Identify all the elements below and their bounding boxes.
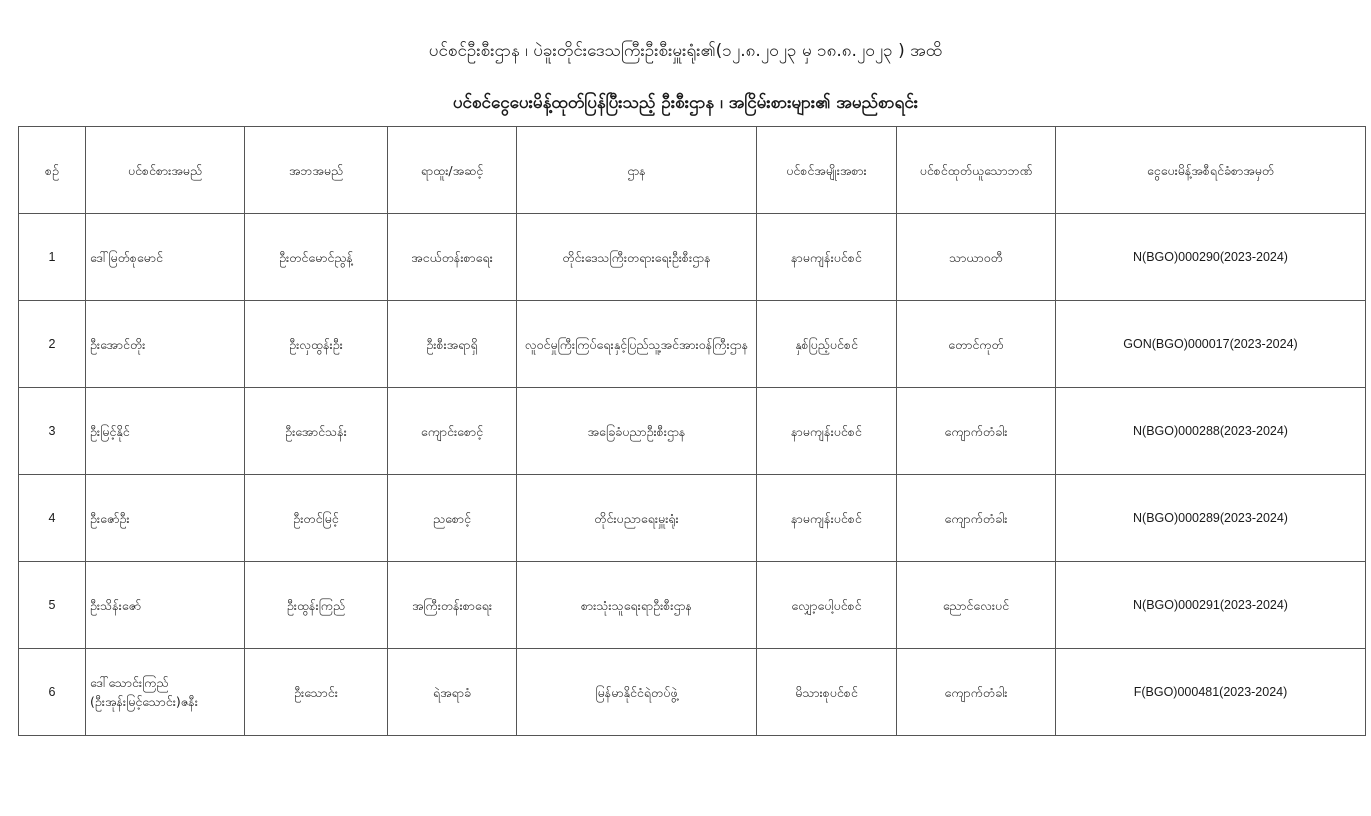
pensioner-name: ဦးမြင့်နိုင် (86, 388, 245, 475)
order-number: F(BGO)000481(2023-2024) (1056, 649, 1366, 736)
bank: ကျောက်တံခါး (897, 649, 1056, 736)
column-header-department: ဌာန (517, 127, 757, 214)
pensioner-name: ဒေါ်မြတ်စုမောင် (86, 214, 245, 301)
rank: ညစောင့် (388, 475, 517, 562)
row-no: 1 (19, 214, 86, 301)
father-name: ဦးတင်မြင့် (245, 475, 388, 562)
department: အခြေခံပညာဦးစီးဌာန (517, 388, 757, 475)
row-no: 2 (19, 301, 86, 388)
column-header-pensioner-name: ပင်စင်စားအမည် (86, 127, 245, 214)
pension-type: နာမကျန်းပင်စင် (757, 475, 897, 562)
order-number: N(BGO)000290(2023-2024) (1056, 214, 1366, 301)
document-title: ပင်စင်ဦးစီးဌာန ၊ ပဲခူးတိုင်းဒေသကြီးဦးစီးမှူးရုံး၏(၁၂.၈.၂၀၂၃ မှ ၁၈.၈.၂၀၂၃ ) အထိ (428, 41, 943, 61)
pensioner-name: ဦးဇော်ဦး (86, 475, 245, 562)
pensioner-table (18, 126, 1366, 736)
column-header-bank: ပင်စင်ထုတ်ယူသောဘဏ် (897, 127, 1056, 214)
column-header-father-name: အဘအမည် (245, 127, 388, 214)
pensioner-name: ဦးသိန်းဇော် (86, 562, 245, 649)
table-row (19, 649, 1366, 736)
father-name: ဦးတင်မောင်ညွန့် (245, 214, 388, 301)
table-header-row (19, 127, 1366, 214)
table-row (19, 214, 1366, 301)
column-header-order-number: ငွေပေးမိန့်အစီရင်ခံစာအမှတ် (1056, 127, 1366, 214)
pensioner-name: ဒေါ်သောင်းကြည် (ဦးအုန်းမြင့်သောင်း)ဇနီး (86, 649, 245, 736)
bank: သာယာဝတီ (897, 214, 1056, 301)
father-name: ဦးလှထွန်းဦး (245, 301, 388, 388)
department: မြန်မာနိုင်ငံရဲတပ်ဖွဲ့ (517, 649, 757, 736)
rank: ဦးစီးအရာရှိ (388, 301, 517, 388)
order-number: GON(BGO)000017(2023-2024) (1056, 301, 1366, 388)
row-no: 6 (19, 649, 86, 736)
column-header-no: စဉ် (19, 127, 86, 214)
order-number: N(BGO)000288(2023-2024) (1056, 388, 1366, 475)
pension-type: လျှော့ပေါ့ပင်စင် (757, 562, 897, 649)
column-header-pension-type: ပင်စင်အမျိုးအစား (757, 127, 897, 214)
bank: ကျောက်တံခါး (897, 475, 1056, 562)
order-number: N(BGO)000289(2023-2024) (1056, 475, 1366, 562)
table-row (19, 301, 1366, 388)
bank: ညောင်လေးပင် (897, 562, 1056, 649)
row-no: 5 (19, 562, 86, 649)
pensioner-name: ဦးအောင်တိုး (86, 301, 245, 388)
father-name: ဦးအောင်သန်း (245, 388, 388, 475)
bank: တောင်ကုတ် (897, 301, 1056, 388)
pension-type: မိသားစုပင်စင် (757, 649, 897, 736)
department: တိုင်းပညာရေးမှူးရုံး (517, 475, 757, 562)
bank: ကျောက်တံခါး (897, 388, 1056, 475)
row-no: 3 (19, 388, 86, 475)
pension-type: နာမကျန်းပင်စင် (757, 388, 897, 475)
column-header-rank: ရာထူး/အဆင့် (388, 127, 517, 214)
document-subtitle: ပင်စင်ငွေပေးမိန့်ထုတ်ပြန်ပြီးသည့် ဦးစီးဌာန ၊ အငြိမ်းစားများ၏ အမည်စာရင်း (452, 93, 919, 113)
department: စားသုံးသူရေးရာဦးစီးဌာန (517, 562, 757, 649)
table-row (19, 388, 1366, 475)
rank: အကြီးတန်းစာရေး (388, 562, 517, 649)
father-name: ဦးသောင်း (245, 649, 388, 736)
pension-type: နာမကျန်းပင်စင် (757, 214, 897, 301)
pension-type: နှစ်ပြည့်ပင်စင် (757, 301, 897, 388)
table-row (19, 562, 1366, 649)
table-row (19, 475, 1366, 562)
department: လူဝင်မှုကြီးကြပ်ရေးနှင့်ပြည်သူ့အင်အားဝန်ကြီးဌာန (517, 301, 757, 388)
rank: အငယ်တန်းစာရေး (388, 214, 517, 301)
father-name: ဦးထွန်းကြည် (245, 562, 388, 649)
rank: ကျောင်းစောင့် (388, 388, 517, 475)
rank: ရဲအရာခံ (388, 649, 517, 736)
department: တိုင်းဒေသကြီးတရားရေးဦးစီးဌာန (517, 214, 757, 301)
order-number: N(BGO)000291(2023-2024) (1056, 562, 1366, 649)
row-no: 4 (19, 475, 86, 562)
